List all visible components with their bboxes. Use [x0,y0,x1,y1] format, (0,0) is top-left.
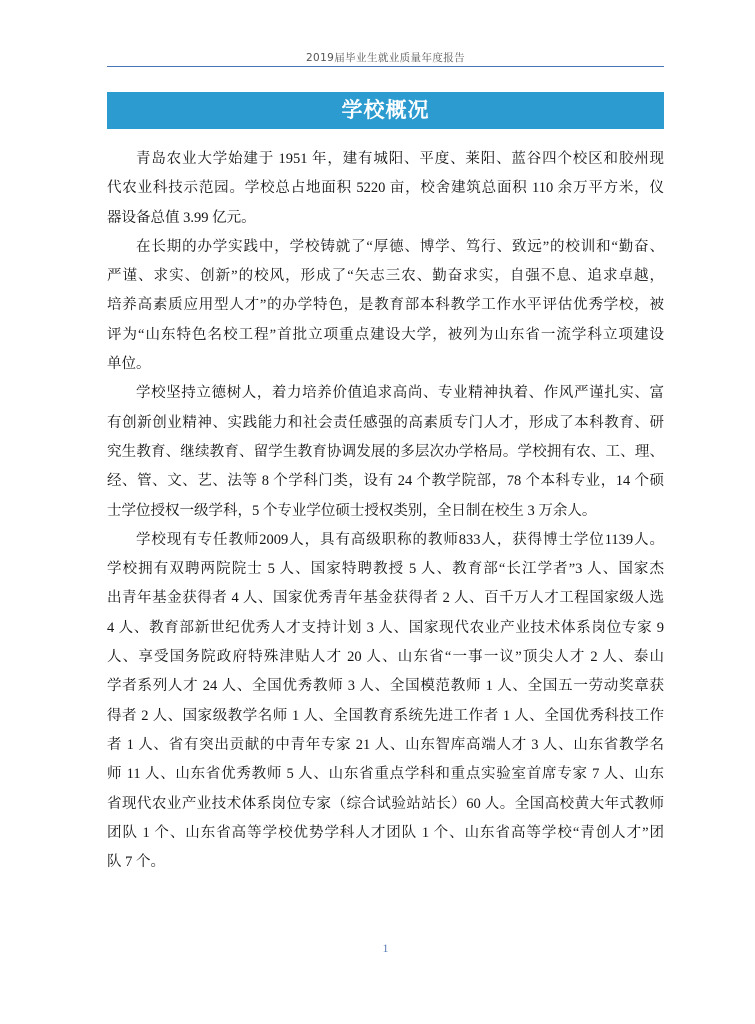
paragraph-line: 者 1 人、省有突出贡献的中青年专家 21 人、山东智库高端人才 3 人、山东省教学名 [107,736,664,753]
paragraph-line: 经、管、文、艺、法等 8 个学科门类，设有 24 个教学院部，78 个本科专业，14 个硕 [107,473,664,490]
paragraph-line: 团队 1 个、山东省高等学校优势学科人才团队 1 个、山东省高等学校“青创人才”团 [107,824,664,841]
paragraph [107,145,664,233]
paragraph-line: 青岛农业大学始建于 1951 年，建有城阳、平度、莱阳、蓝谷四个校区和胶州现 [136,151,664,167]
paragraph-line: 得者 2 人、国家级教学名师 1 人、全国教育系统先进工作者 1 人、全国优秀科技工作 [107,707,664,724]
paragraph-line: 单位。 [107,356,151,373]
paragraph-line: 学校坚持立德树人，着力培养价值追求高尚、专业精神执着、作风严谨扎实、富 [136,385,664,402]
paragraph-line: 队 7 个。 [107,854,165,871]
paragraph-line: 士学位授权一级学科，5 个专业学位硕士授权类别，全日制在校生 3 万余人。 [107,502,597,519]
paragraph-line: 学校拥有双聘两院院士 5 人、国家特聘教授 5 人、教育部“长江学者”3 人、国家杰 [107,561,664,578]
paragraph-line: 师 11 人、山东省优秀教师 5 人、山东省重点学科和重点实验室首席专家 7 人、山东 [107,766,664,783]
section-title: 学校概况 [341,98,430,122]
paragraph [107,526,664,878]
paragraph-line: 学者系列人才 24 人、全国优秀教师 3 人、全国模范教师 1 人、全国五一劳动奖章获 [107,678,664,695]
paragraph-line: 器设备总值 3.99 亿元。 [107,209,256,226]
paragraph-line: 4 人、教育部新世纪优秀人才支持计划 3 人、国家现代农业产业技术体系岗位专家 9 [107,619,664,636]
paragraph [107,379,664,525]
paragraph-line: 有创新创业精神、实践能力和社会责任感强的高素质专门人才，形成了本科教育、研 [107,414,664,431]
paragraph-line: 评为“山东特色名校工程”首批立项重点建设大学，被列为山东省一流学科立项建设 [107,326,664,343]
paragraph-line: 省现代农业产业技术体系岗位专家（综合试验站站长）60 人。全国高校黄大年式教师 [107,795,664,812]
page-header-title: 2019届毕业生就业质量年度报告 [305,52,466,64]
paragraph [107,233,664,379]
paragraph-line: 究生教育、继续教育、留学生教育协调发展的多层次办学格局。学校拥有农、工、理、 [107,443,664,460]
paragraph-line: 在长期的办学实践中，学校铸就了“厚德、博学、笃行、致远”的校训和“勤奋、 [136,238,664,255]
paragraph-line: 人、享受国务院政府特殊津贴人才 20 人、山东省“一事一议”顶尖人才 2 人、泰山 [107,649,664,666]
header-rule [107,66,664,67]
page-number: 1 [382,941,389,955]
paragraph-line: 代农业科技示范园。学校总占地面积 5220 亩，校舍建筑总面积 110 余万平方米，仪 [107,180,664,197]
body-text [107,145,664,877]
paragraph-line: 出青年基金获得者 4 人、国家优秀青年基金获得者 2 人、百千万人才工程国家级人选 [107,590,664,607]
section-title-bar [107,92,664,129]
paragraph-line: 学校现有专任教师2009人，具有高级职称的教师833人，获得博士学位1139人。 [136,531,664,548]
paragraph-line: 培养高素质应用型人才”的办学特色，是教育部本科教学工作水平评估优秀学校，被 [107,297,664,314]
paragraph-line: 严谨、求实、创新”的校风，形成了“矢志三农、勤奋求实，自强不息、追求卓越， [107,268,664,285]
